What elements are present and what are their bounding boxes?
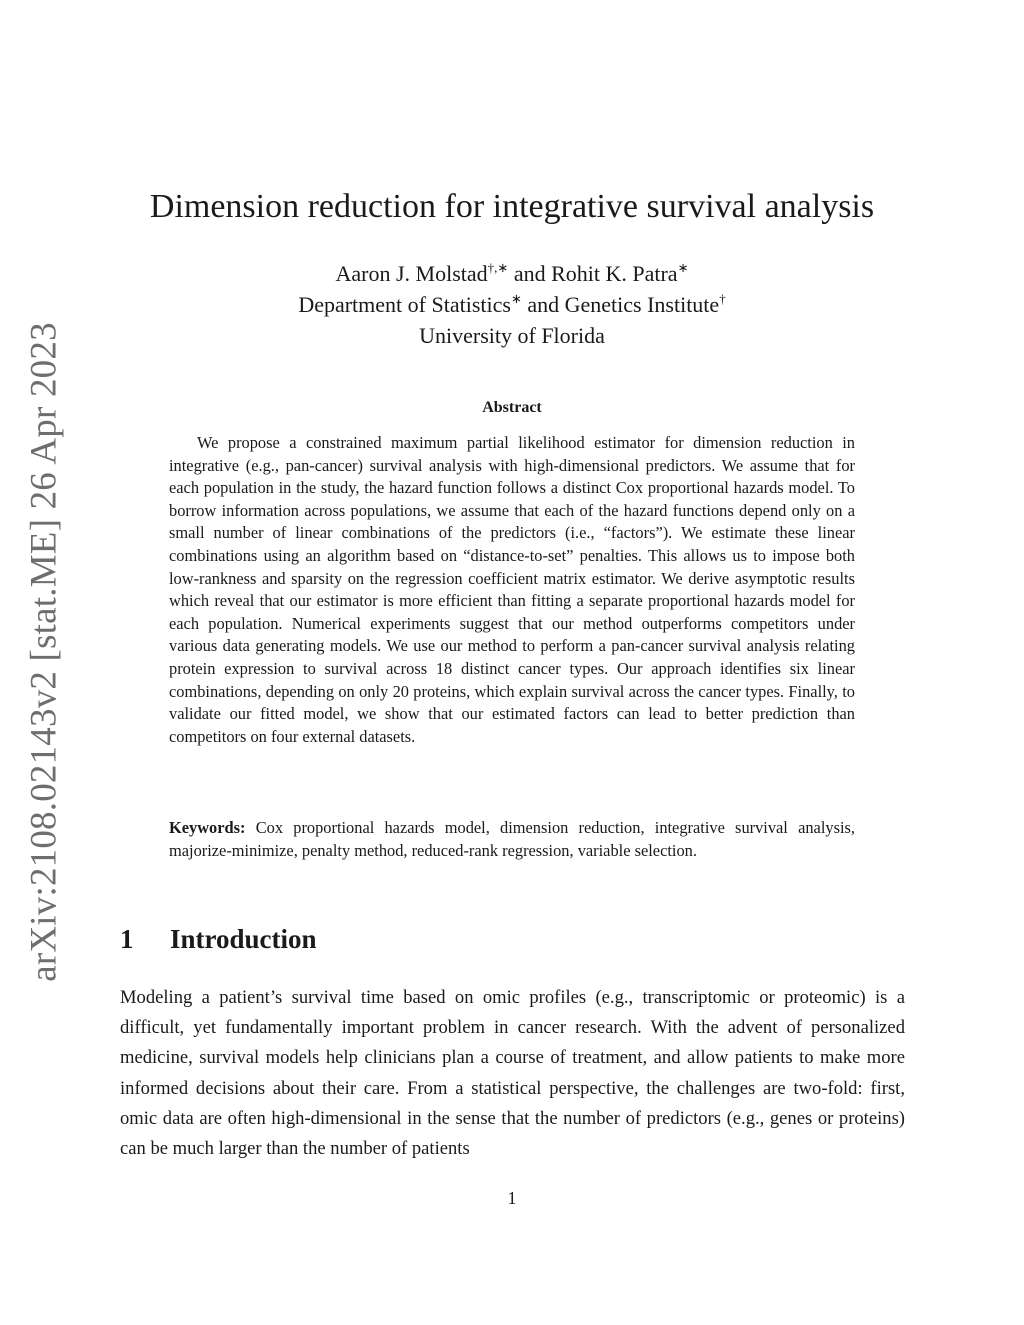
introduction-text: Modeling a patient’s survival time based on omic profiles (e.g., transcriptomic or proteomic) is a difficult, yet fundamentally important problem in cancer research. With the advent of personalized medicine, survival models help clinicians plan a course of treatment, and allow patients to make more informed decisions about their care. From a statistical perspective, the challenges are two-fold: first, omic data are often high-dimensional in the sense that the number of predictors (e.g., genes or proteins) can be much larger than the number of patients	[120, 987, 905, 1160]
author-name: Aaron J. Molstad	[335, 261, 488, 286]
section-heading	[120, 924, 317, 955]
author-name: Rohit K. Patra	[551, 261, 678, 286]
keywords-text: Cox proportional hazards model, dimension reduction, integrative survival analysis, majorize-minimize, penalty method, reduced-rank regression, variable selection.	[169, 818, 855, 860]
author-conjunction: and	[508, 261, 552, 286]
affiliation-line	[0, 289, 1024, 320]
page-number: 1	[507, 1188, 517, 1208]
affiliation-conjunction: and	[521, 292, 565, 317]
affiliation-mark: †	[719, 291, 726, 306]
section-number: 1	[120, 924, 134, 954]
keywords	[169, 816, 855, 862]
keywords-label: Keywords:	[169, 818, 246, 837]
affiliation-mark: ∗	[677, 260, 689, 275]
section-title: Introduction	[170, 924, 317, 954]
university-name: University of Florida	[419, 323, 605, 348]
paper-title: Dimension reduction for integrative survival analysis	[149, 188, 875, 225]
affiliation-mark: †,∗	[487, 260, 509, 275]
department-name: Department of Statistics	[298, 292, 511, 317]
abstract-heading: Abstract	[482, 399, 542, 416]
abstract-text: We propose a constrained maximum partial likelihood estimator for dimension reduction in integrative (e.g., pan-cancer) survival analysis with high-dimensional predictors. We assume that for each population in the study, the hazard function follows a distinct Cox proportional hazards model. To borrow information across populations, we assume that each of the hazard functions depend only on a small number of linear combinations of the predictors (i.e., “factors”). We estimate these linear combinations using an algorithm based on “distance-to-set” penalties. This allows us to impose both low-rankness and sparsity on the regression coefficient matrix estimator. We derive asymptotic results which reveal that our estimator is more efficient than fitting a separate proportional hazards model for each population. Numerical experiments suggest that our method outperforms competitors under various data generating models. We use our method to perform a pan-cancer survival analysis relating protein expression to survival across 18 distinct cancer types. Our approach identifies six linear combinations, depending on only 20 proteins, which explain survival across the cancer types. Finally, to validate our fitted model, we show that our estimated factors can lead to better prediction than competitors on four external datasets.	[169, 433, 855, 746]
author-block	[0, 258, 1024, 351]
affiliation-mark: ∗	[510, 291, 522, 306]
author-line	[0, 258, 1024, 289]
department-name: Genetics Institute	[564, 292, 720, 317]
arxiv-identifier: arXiv:2108.02143v2 [stat.ME] 26 Apr 2023	[23, 322, 65, 982]
